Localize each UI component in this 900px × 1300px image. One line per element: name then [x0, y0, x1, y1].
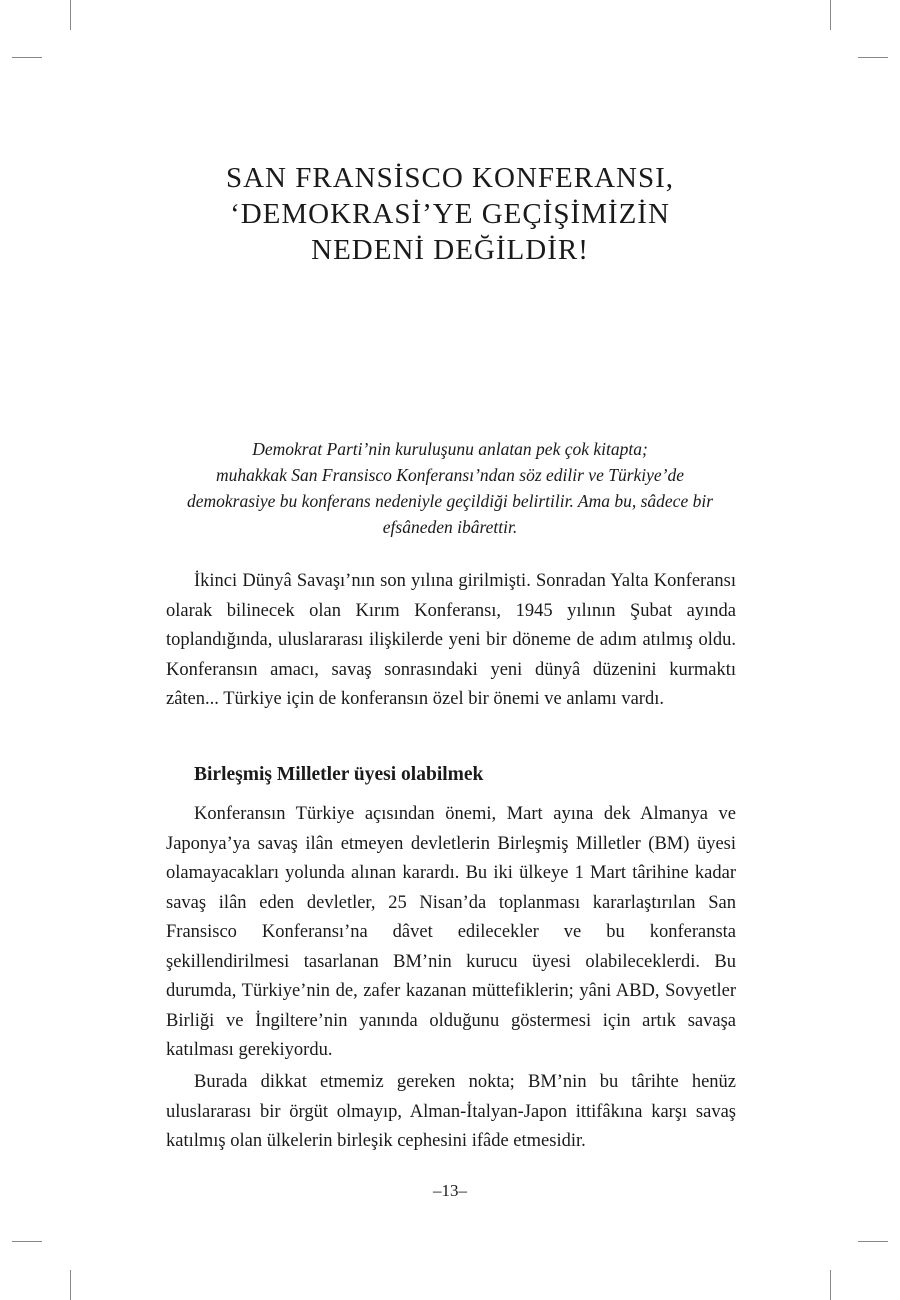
crop-mark [830, 1270, 831, 1300]
epigraph-line: efsâneden ibârettir. [382, 517, 518, 537]
crop-mark [12, 1241, 42, 1242]
section-subheading: Birleşmiş Milletler üyesi olabilmek [194, 764, 484, 785]
crop-mark [70, 0, 71, 30]
body-paragraph-1 [166, 567, 736, 715]
body-paragraph-3 [166, 1068, 736, 1157]
chapter-title [0, 160, 900, 268]
page-number: –13– [433, 1181, 467, 1200]
epigraph-line: Demokrat Parti’nin kuruluşunu anlatan pek çok kitapta; [252, 439, 648, 459]
crop-mark [12, 57, 42, 58]
epigraph-line: muhakkak San Fransisco Konferansı’ndan söz edilir ve Türkiye’de [215, 465, 685, 485]
body-paragraph-2 [166, 800, 736, 1066]
paragraph-text: İkinci Dünyâ Savaşı’nın son yılına girilmişti. Sonradan Yalta Konferansı olarak bilinecek olan Kırım Konferansı, 1945 yılının Şubat ayında toplandığında, uluslararası ilişkilerde yeni bir döneme de adım atılmış oldu. Konferansın amacı, savaş sonrasındaki yeni dünyâ düzenini kurmaktı zâten... Türkiye için de konferansın özel bir önemi ve anlamı vardı. [166, 571, 736, 709]
chapter-title-line: SAN FRANSİSCO KONFERANSI, [225, 162, 674, 194]
crop-mark [70, 1270, 71, 1300]
paragraph-text: Burada dikkat etmemiz gereken nokta; BM’nin bu târihte henüz uluslararası bir örgüt olmayıp, Alman-İtalyan-Japon ittifâkına karşı savaş katılmış olan ülkelerin birleşik cephesini ifâde etmesidir. [166, 1072, 736, 1151]
epigraph [160, 436, 740, 540]
epigraph-line: demokrasiye bu konferans nedeniyle geçildiği belirtilir. Ama bu, sâdece bir [186, 491, 714, 511]
crop-mark [858, 1241, 888, 1242]
chapter-title-line: ‘DEMOKRASİ’YE GEÇİŞİMİZİN [230, 198, 670, 230]
crop-mark [858, 57, 888, 58]
crop-mark [830, 0, 831, 30]
chapter-title-line: NEDENİ DEĞİLDİR! [311, 234, 589, 266]
paragraph-text: Konferansın Türkiye açısından önemi, Mart ayına dek Almanya ve Japonya’ya savaş ilân etmeyen devletlerin Birleşmiş Milletler (BM) üyesi olamayacakları yolunda alınan karardı. Bu iki ülkeye 1 Mart târihine kadar savaş ilân eden devletler, 25 Nisan’da toplanması kararlaştırılan San Fransisco Konferansı’na dâvet edilecekler ve bu konferansta şekillendirilmesi tasarlanan BM’nin kurucu üyesi olabileceklerdi. Bu durumda, Türkiye’nin de, zafer kazanan müttefiklerin; yâni ABD, Sovyetler Birliği ve İngiltere’nin yanında olduğunu göstermesi için artık savaşa katılması gerekiyordu. [166, 804, 736, 1060]
